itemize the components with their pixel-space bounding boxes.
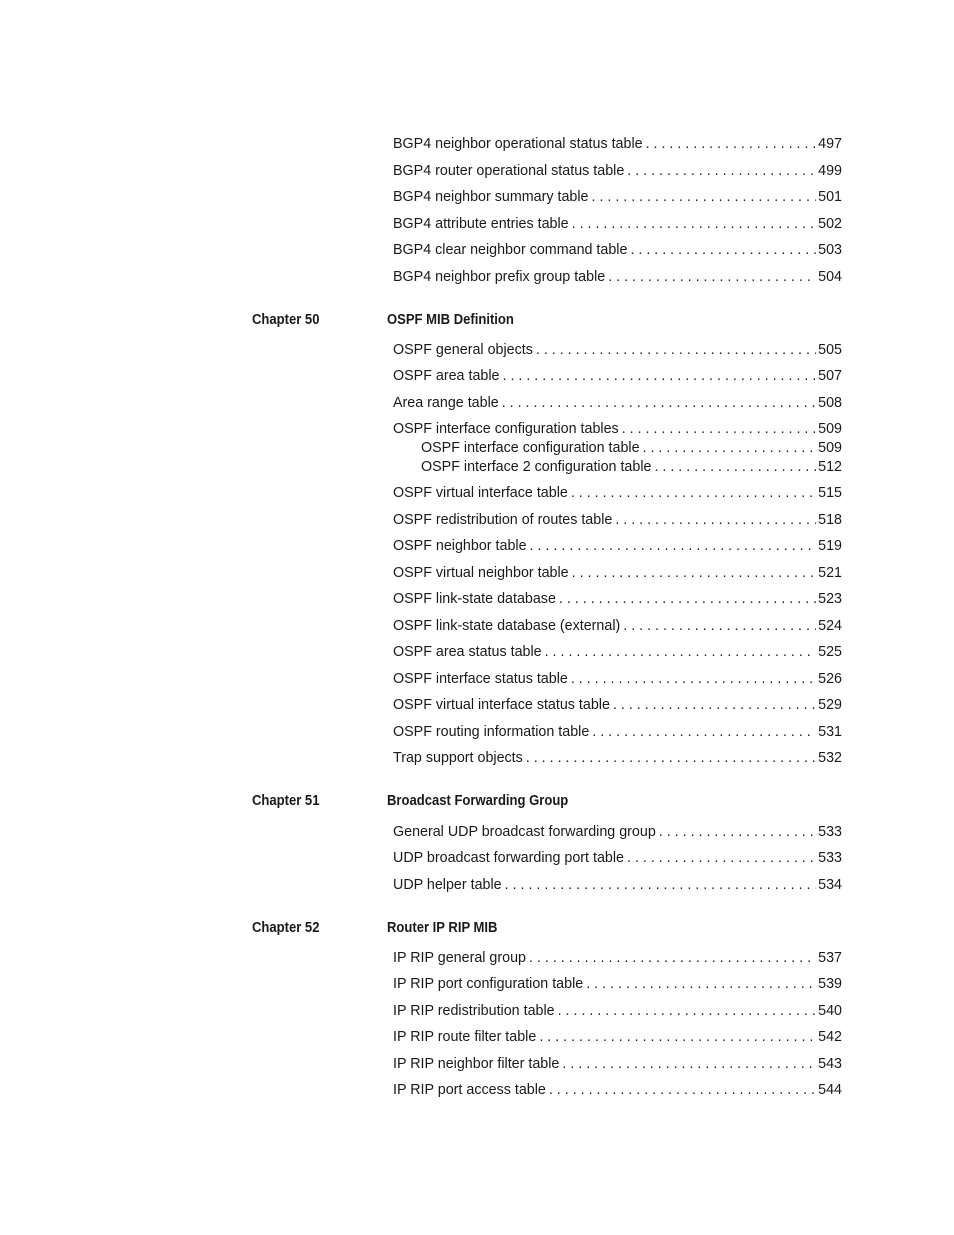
toc-entry-page: 509 bbox=[818, 440, 842, 456]
toc-entry-title: OSPF interface configuration table bbox=[421, 440, 640, 456]
toc-entry[interactable] bbox=[393, 1080, 842, 1100]
dot-leader bbox=[562, 1054, 816, 1074]
toc-entry-page: 529 bbox=[818, 697, 842, 713]
toc-entry-title: OSPF virtual interface status table bbox=[393, 697, 610, 713]
toc-entry-page: 539 bbox=[818, 976, 842, 992]
toc-entry[interactable] bbox=[393, 848, 842, 868]
toc-entry[interactable] bbox=[393, 748, 842, 768]
toc-entry-title: UDP broadcast forwarding port table bbox=[393, 850, 624, 866]
dot-leader bbox=[586, 974, 816, 994]
dot-leader bbox=[613, 695, 816, 715]
toc-entry-page: 543 bbox=[818, 1056, 842, 1072]
dot-leader bbox=[539, 1027, 816, 1047]
toc-entry-title: Area range table bbox=[393, 395, 499, 411]
toc-entry[interactable] bbox=[393, 722, 842, 742]
dot-leader bbox=[630, 240, 816, 260]
toc-entry[interactable] bbox=[393, 240, 842, 260]
toc-entry-page: 524 bbox=[818, 618, 842, 634]
toc-entry-page: 521 bbox=[818, 565, 842, 581]
toc-entry-page: 504 bbox=[818, 269, 842, 285]
toc-entry-page: 503 bbox=[818, 242, 842, 258]
toc-entry[interactable] bbox=[393, 483, 842, 503]
toc-entry-page: 508 bbox=[818, 395, 842, 411]
toc-entry-title: OSPF neighbor table bbox=[393, 538, 527, 554]
dot-leader bbox=[505, 875, 817, 895]
toc-entry[interactable] bbox=[393, 948, 842, 968]
toc-entry-page: 537 bbox=[818, 950, 842, 966]
toc-entry-title: OSPF area status table bbox=[393, 644, 542, 660]
toc-entry[interactable] bbox=[393, 267, 842, 287]
toc-entry-page: 501 bbox=[818, 189, 842, 205]
dot-leader bbox=[571, 483, 816, 503]
toc-entry-page: 502 bbox=[818, 216, 842, 232]
dot-leader bbox=[592, 722, 816, 742]
toc-entry-page: 515 bbox=[818, 485, 842, 501]
toc-entry-title: BGP4 neighbor operational status table bbox=[393, 136, 643, 152]
toc-entry-page: 526 bbox=[818, 671, 842, 687]
toc-entry-title: UDP helper table bbox=[393, 877, 502, 893]
toc-entry-page: 512 bbox=[818, 459, 842, 475]
dot-leader bbox=[559, 589, 816, 609]
toc-entry-page: 499 bbox=[818, 163, 842, 179]
toc-entry-page: 533 bbox=[818, 824, 842, 840]
toc-subentry[interactable] bbox=[421, 438, 842, 458]
toc-entry[interactable] bbox=[393, 589, 842, 609]
dot-leader bbox=[572, 563, 817, 583]
toc-entry-page: 532 bbox=[818, 750, 842, 766]
toc-entry[interactable] bbox=[393, 1054, 842, 1074]
toc-entry[interactable] bbox=[393, 161, 842, 181]
toc-entry[interactable] bbox=[393, 340, 842, 360]
dot-leader bbox=[654, 457, 816, 477]
toc-entry[interactable] bbox=[393, 187, 842, 207]
toc-entry-page: 533 bbox=[818, 850, 842, 866]
toc-entry[interactable] bbox=[393, 642, 842, 662]
toc-entry-title: IP RIP redistribution table bbox=[393, 1003, 555, 1019]
toc-entry-title: OSPF virtual neighbor table bbox=[393, 565, 569, 581]
toc-entry-title: OSPF redistribution of routes table bbox=[393, 512, 613, 528]
toc-entry-page: 507 bbox=[818, 368, 842, 384]
dot-leader bbox=[571, 669, 816, 689]
dot-leader bbox=[529, 948, 816, 968]
dot-leader bbox=[502, 393, 816, 413]
toc-entry-page: 525 bbox=[818, 644, 842, 660]
dot-leader bbox=[536, 340, 816, 360]
toc-entry[interactable] bbox=[393, 134, 842, 154]
dot-leader bbox=[503, 366, 817, 386]
toc-entry-title: OSPF interface status table bbox=[393, 671, 568, 687]
toc-entry-title: OSPF interface 2 configuration table bbox=[421, 459, 652, 475]
toc-subentry[interactable] bbox=[421, 457, 842, 477]
toc-entry-title: IP RIP port access table bbox=[393, 1082, 546, 1098]
chapter-label: Chapter 52 bbox=[252, 920, 320, 936]
toc-entry[interactable] bbox=[393, 1001, 842, 1021]
toc-entry-title: OSPF general objects bbox=[393, 342, 533, 358]
toc-entry-page: 509 bbox=[818, 421, 842, 437]
toc-entry-title: IP RIP port configuration table bbox=[393, 976, 584, 992]
toc-entry[interactable] bbox=[393, 563, 842, 583]
toc-entry-title: BGP4 router operational status table bbox=[393, 163, 625, 179]
toc-entry-title: Trap support objects bbox=[393, 750, 523, 766]
toc-entry[interactable] bbox=[393, 536, 842, 556]
dot-leader bbox=[615, 510, 816, 530]
toc-entry[interactable] bbox=[393, 1027, 842, 1047]
toc-entry-title: OSPF link-state database bbox=[393, 591, 556, 607]
dot-leader bbox=[643, 438, 817, 458]
toc-entry-title: OSPF area table bbox=[393, 368, 500, 384]
toc-entry-title: IP RIP neighbor filter table bbox=[393, 1056, 560, 1072]
toc-entry-title: BGP4 clear neighbor command table bbox=[393, 242, 628, 258]
toc-entry[interactable] bbox=[393, 510, 842, 530]
chapter-label: Chapter 51 bbox=[252, 793, 320, 809]
dot-leader bbox=[608, 267, 816, 287]
dot-leader bbox=[558, 1001, 817, 1021]
dot-leader bbox=[530, 536, 817, 556]
chapter-title[interactable]: OSPF MIB Definition bbox=[387, 312, 514, 328]
toc-entry-page: 531 bbox=[818, 724, 842, 740]
dot-leader bbox=[627, 161, 816, 181]
toc-entry[interactable] bbox=[393, 875, 842, 895]
toc-entry-title: BGP4 neighbor prefix group table bbox=[393, 269, 606, 285]
dot-leader bbox=[646, 134, 817, 154]
toc-entry-title: IP RIP general group bbox=[393, 950, 527, 966]
toc-entry[interactable] bbox=[393, 695, 842, 715]
toc-entry-title: BGP4 neighbor summary table bbox=[393, 189, 589, 205]
chapter-title[interactable]: Router IP RIP MIB bbox=[387, 920, 498, 936]
toc-entry-page: 519 bbox=[818, 538, 842, 554]
toc-entry-title: IP RIP route filter table bbox=[393, 1029, 537, 1045]
toc-entry-title: OSPF interface configuration tables bbox=[393, 421, 619, 437]
dot-leader bbox=[623, 616, 816, 636]
dot-leader bbox=[549, 1080, 816, 1100]
toc-entry[interactable] bbox=[393, 669, 842, 689]
toc-entry-page: 518 bbox=[818, 512, 842, 528]
dot-leader bbox=[659, 822, 816, 842]
dot-leader bbox=[545, 642, 817, 662]
dot-leader bbox=[572, 214, 817, 234]
toc-entry[interactable] bbox=[393, 366, 842, 386]
toc-entry-page: 534 bbox=[818, 877, 842, 893]
dot-leader bbox=[592, 187, 817, 207]
toc-entry-title: BGP4 attribute entries table bbox=[393, 216, 569, 232]
toc-entry[interactable] bbox=[393, 616, 842, 636]
toc-entry[interactable] bbox=[393, 974, 842, 994]
chapter-label: Chapter 50 bbox=[252, 312, 320, 328]
toc-entry-page: 497 bbox=[818, 136, 842, 152]
chapter-title[interactable]: Broadcast Forwarding Group bbox=[387, 793, 569, 809]
toc-entry-title: General UDP broadcast forwarding group bbox=[393, 824, 656, 840]
toc-entry-title: OSPF virtual interface table bbox=[393, 485, 568, 501]
toc-entry-title: OSPF link-state database (external) bbox=[393, 618, 621, 634]
toc-entry[interactable] bbox=[393, 393, 842, 413]
toc-entry-page: 544 bbox=[818, 1082, 842, 1098]
dot-leader bbox=[627, 848, 816, 868]
toc-entry-page: 523 bbox=[818, 591, 842, 607]
toc-entry[interactable] bbox=[393, 419, 842, 439]
dot-leader bbox=[526, 748, 816, 768]
toc-entry[interactable] bbox=[393, 214, 842, 234]
toc-entry-page: 505 bbox=[818, 342, 842, 358]
toc-entry-page: 540 bbox=[818, 1003, 842, 1019]
toc-entry[interactable] bbox=[393, 822, 842, 842]
toc-entry-page: 542 bbox=[818, 1029, 842, 1045]
toc-entry-title: OSPF routing information table bbox=[393, 724, 590, 740]
dot-leader bbox=[622, 419, 816, 439]
